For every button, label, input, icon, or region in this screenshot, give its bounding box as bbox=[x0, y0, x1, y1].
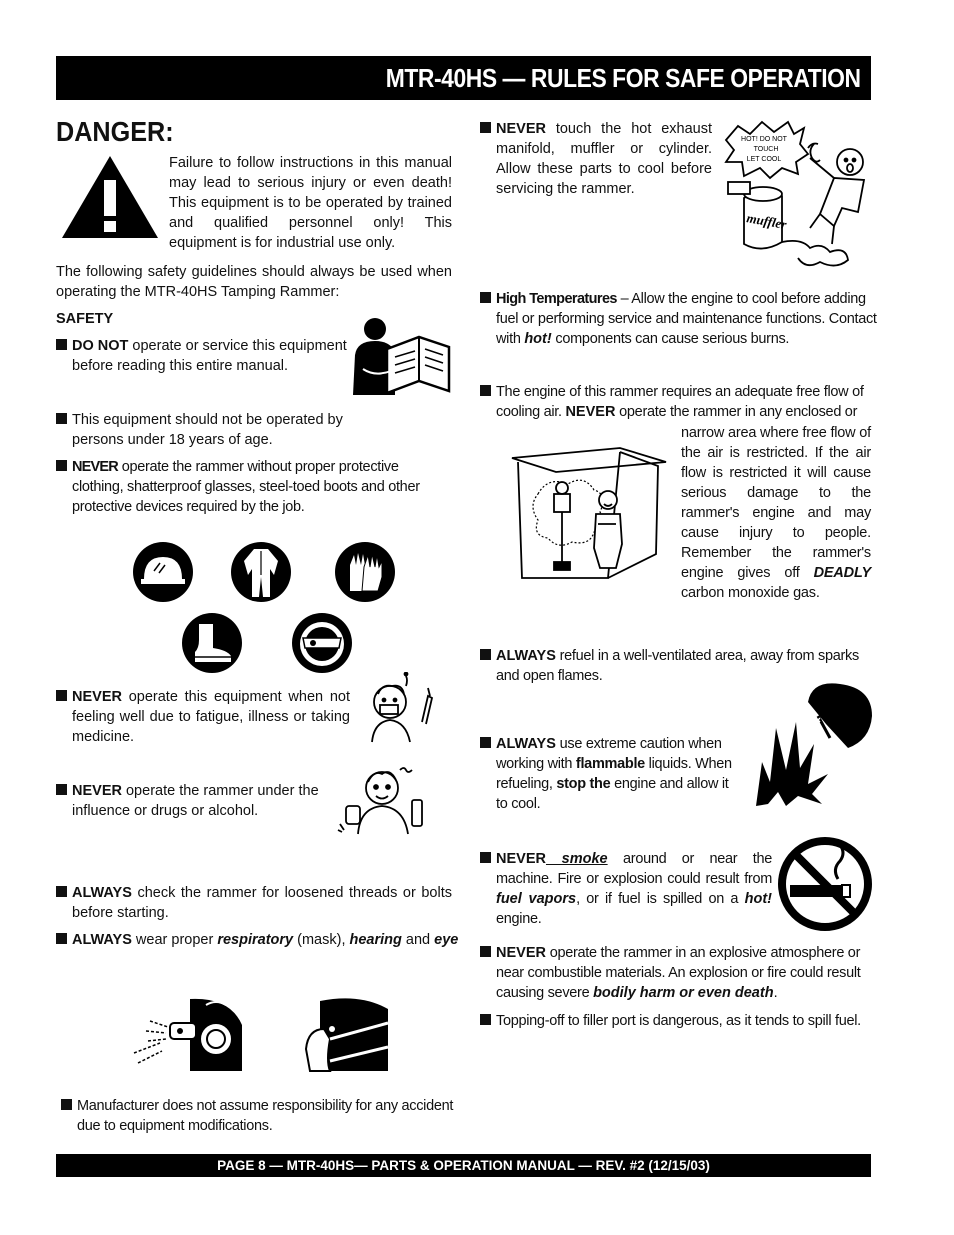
item-air-flow: The engine of this rammer requires an adequate free flow of cooling air. NEVER operate the rammer in any enclosed or bbox=[480, 382, 880, 422]
hot-muffler-illustration bbox=[722, 118, 874, 274]
item-fatigue: NEVER operate this equipment when not feeling well due to fatigue, illness or taking medicine. bbox=[56, 687, 350, 747]
gloves-icon bbox=[334, 541, 396, 603]
hot-sign-line-1: HOT! DO NOT bbox=[741, 136, 787, 143]
hot-sign-line-2: TOUCH bbox=[753, 146, 779, 153]
danger-heading: DANGER: bbox=[56, 116, 174, 147]
muffler-label: muffler bbox=[745, 210, 788, 232]
item-protective: NEVER operate the rammer without proper protective clothing, shatterproof glasses, steel-toed boots and other protective devices required by the job. bbox=[56, 457, 452, 517]
enclosed-area-illustration bbox=[508, 444, 670, 584]
hot-sign-line-3: LET COOL bbox=[746, 156, 782, 163]
item-air-flow-cont: narrow area where free flow of the air is restricted. If the air flow is restricted it will cause serious damage to the rammer's engine and may cause injury to people. Remember the rammer's engine gives off DEADLY carbon monoxide gas. bbox=[681, 425, 871, 601]
hard-hat-icon bbox=[132, 541, 194, 603]
item-topping: Topping-off to filler port is dangerous, as it tends to spill fuel. bbox=[480, 1011, 880, 1031]
item-wear: ALWAYS wear proper respiratory (mask), hearing and eye bbox=[56, 930, 456, 950]
footer-text: PAGE 8 — MTR-40HS— PARTS & OPERATION MANUAL — REV. #2 (12/15/03) bbox=[217, 1158, 710, 1173]
item-explosive: NEVER operate the rammer in an explosive atmosphere or near combustible materials. An explosion or fire could result causing severe bodily harm or even death. bbox=[480, 943, 880, 1003]
item-refuel: ALWAYS refuel in a well-ventilated area, away from sparks and open flames. bbox=[480, 646, 880, 686]
respirator-mask-icon bbox=[300, 995, 392, 1075]
item-drugs: NEVER operate the rammer under the influence or drugs or alcohol. bbox=[56, 781, 336, 821]
item-hot-exhaust: NEVER touch the hot exhaust manifold, muffler or cylinder. Allow these parts to cool before servicing the rammer. bbox=[480, 119, 712, 199]
warning-triangle-icon bbox=[60, 154, 160, 240]
item-flammable: ALWAYS use extreme caution when working with flammable liquids. When refueling, stop the engine and allow it to cool. bbox=[480, 734, 738, 814]
item-manufacturer: Manufacturer does not assume responsibility for any accident due to equipment modifications. bbox=[61, 1096, 461, 1136]
safety-boot-icon bbox=[181, 612, 243, 674]
footer-bar bbox=[56, 1154, 871, 1177]
safety-glasses-icon bbox=[291, 612, 353, 674]
danger-text: Failure to follow instructions in this manual may lead to serious injury or even death! This equipment is to be operated by trained and qualified personnel only! This equipment is for industrial use only. bbox=[169, 155, 452, 251]
item-threads: ALWAYS check the rammer for loosened threads or bolts before starting. bbox=[56, 883, 452, 923]
no-smoking-icon bbox=[776, 835, 874, 933]
reading-manual-icon bbox=[345, 317, 453, 399]
item-do-not: DO NOT operate or service this equipment before reading this entire manual. bbox=[56, 336, 356, 376]
item-smoke: NEVER smoke around or near the machine. Fire or explosion could result from fuel vapors, or if fuel is spilled on a hot! engine. bbox=[480, 849, 772, 929]
explosion-icon bbox=[752, 678, 876, 808]
sick-person-icon bbox=[362, 672, 440, 744]
safety-label: SAFETY bbox=[56, 311, 114, 327]
header-bar bbox=[56, 56, 871, 100]
hearing-eye-protection-icon bbox=[130, 995, 246, 1073]
intro-text: The following safety guidelines should always be used when operating the MTR-40HS Tamping Rammer: bbox=[56, 264, 452, 300]
coverall-icon bbox=[230, 541, 292, 603]
item-high-temp: High Temperatures – Allow the engine to cool before adding fuel or performing service and maintenance functions. Contact with hot! components can cause serious burns. bbox=[480, 289, 880, 349]
item-age: This equipment should not be operated by persons under 18 years of age. bbox=[56, 410, 356, 450]
intoxicated-person-icon bbox=[336, 764, 436, 836]
page-title: MTR-40HS — RULES FOR SAFE OPERATION bbox=[386, 63, 861, 93]
